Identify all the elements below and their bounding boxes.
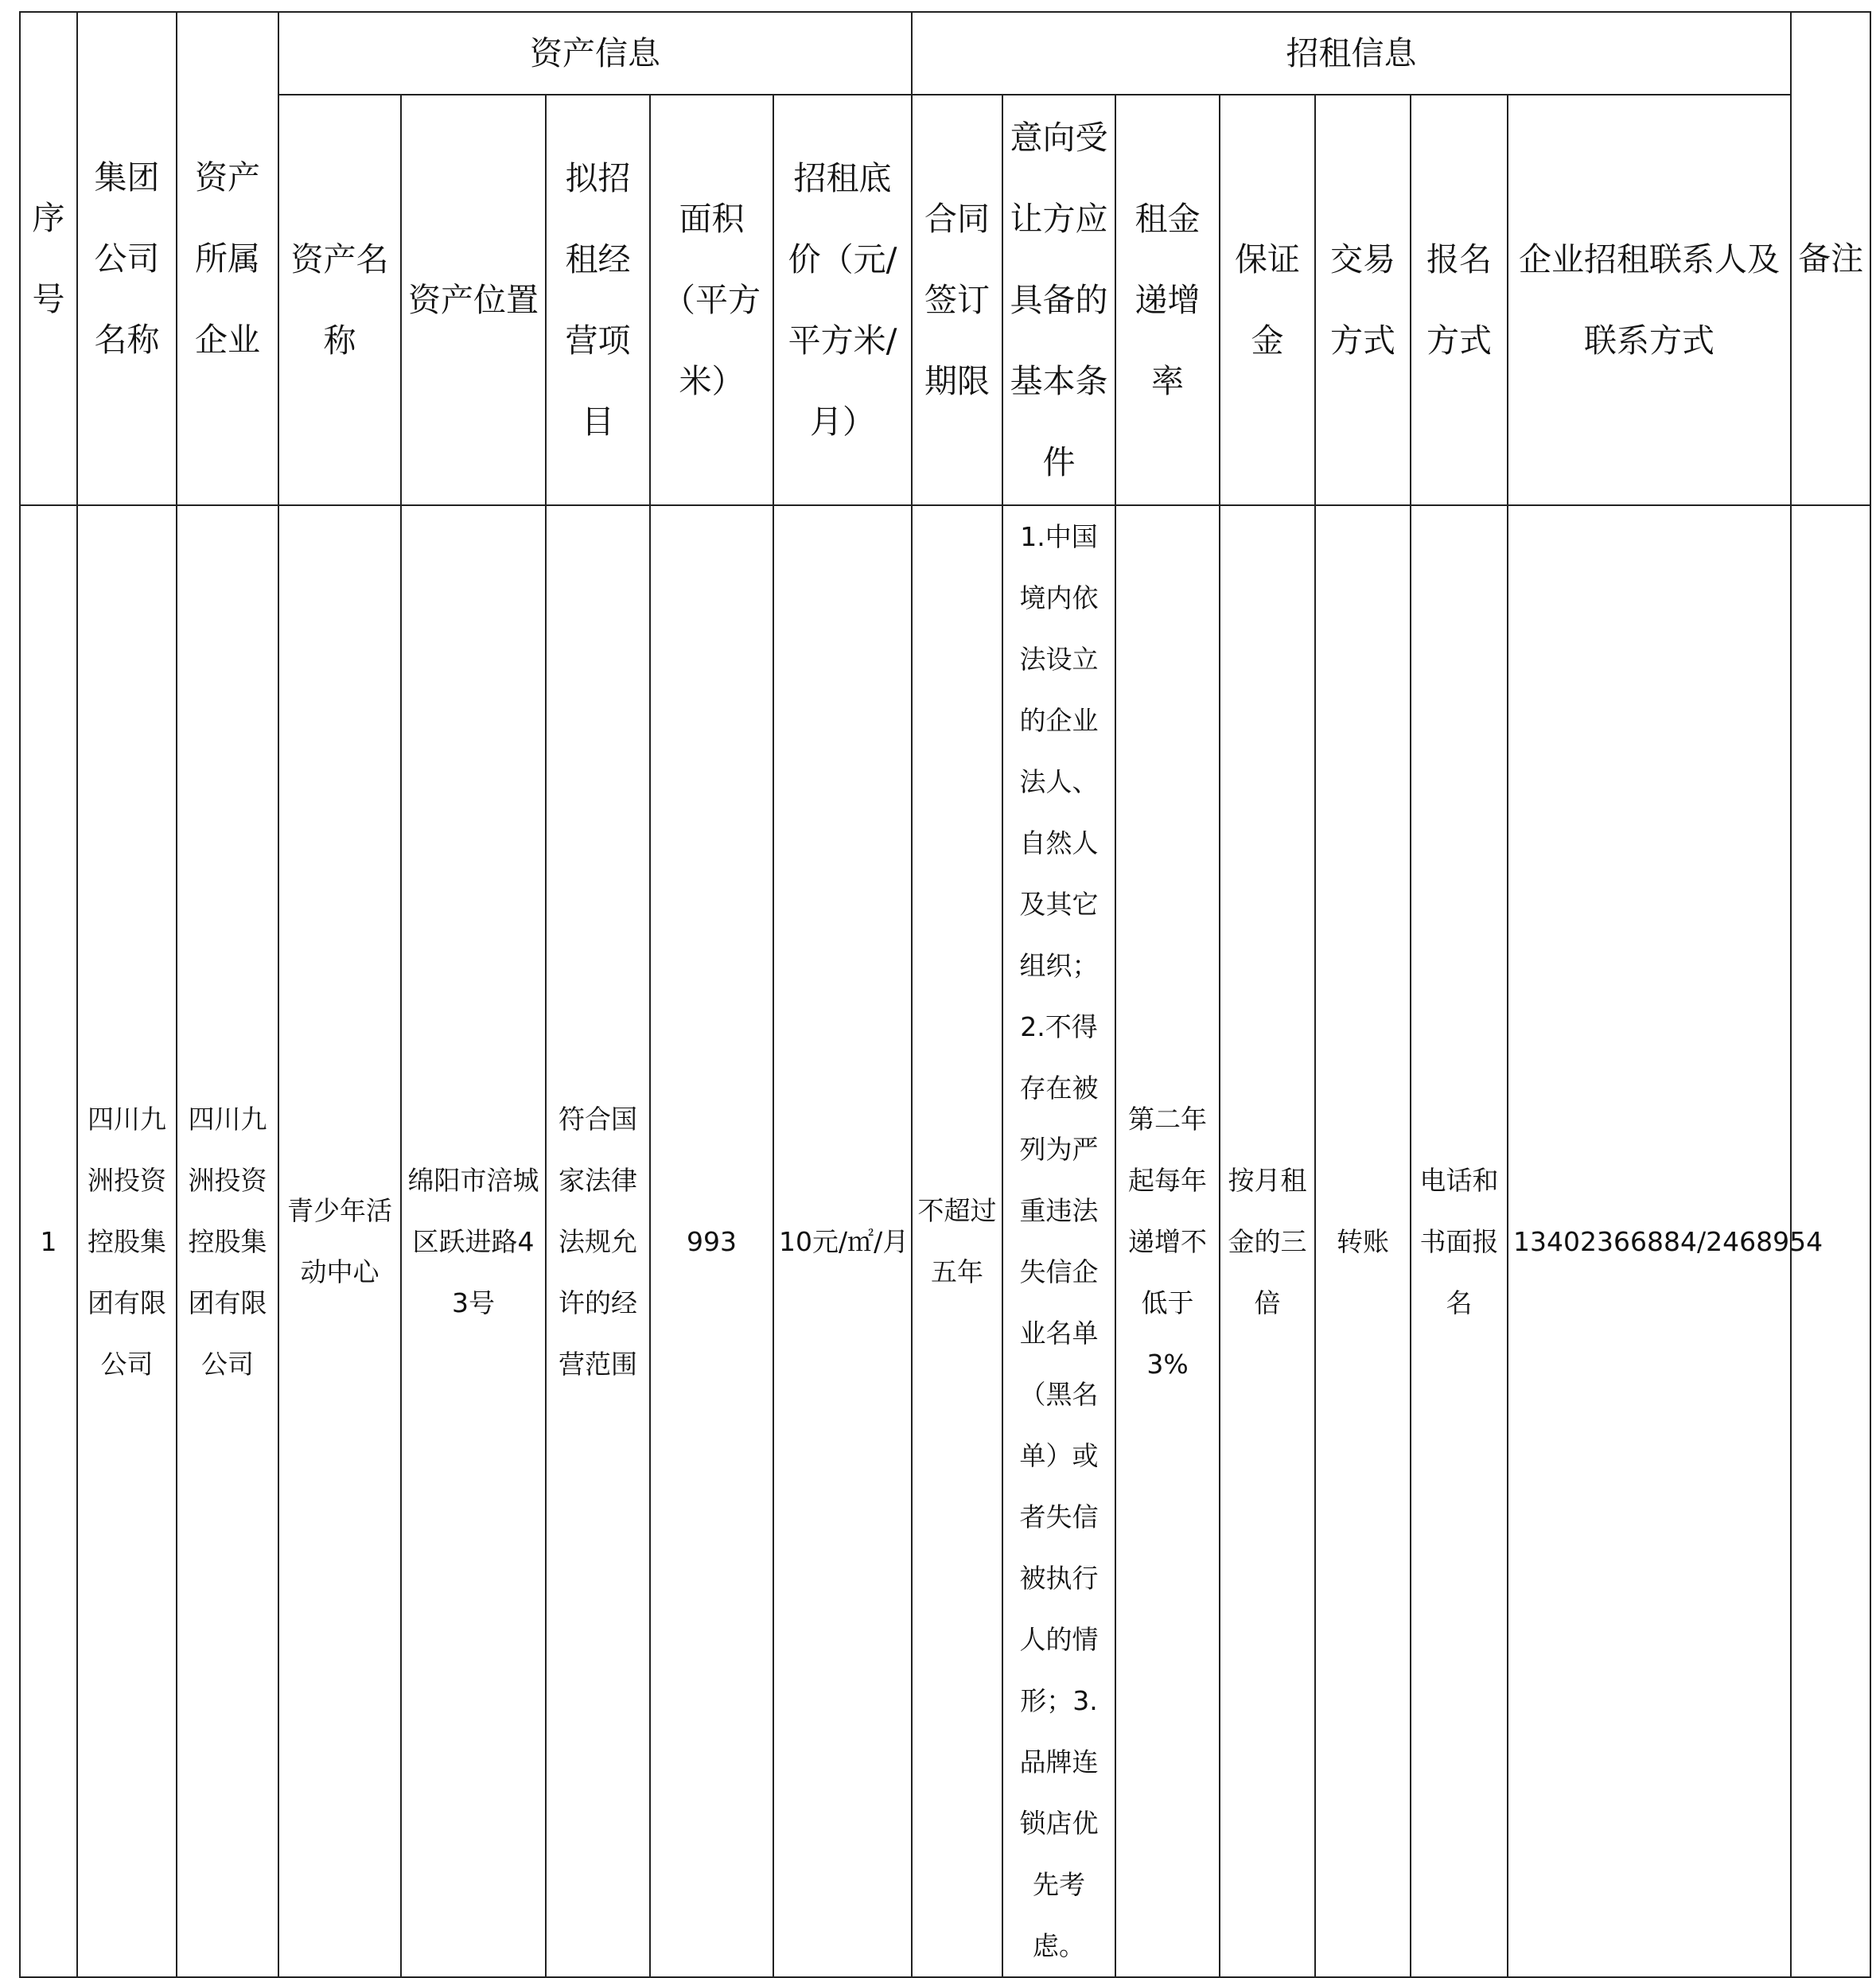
header-area: 面积（平方米） [650,95,773,505]
cell-base-price: 10元/㎡/月 [773,505,912,1977]
header-base-price: 招租底价（元/平方米/月） [773,95,912,505]
cell-requirements: 1.中国境内依法设立的企业法人、自然人及其它组织；2.不得存在被列为严重违法失信企业名单（黑名单）或者失信被执行人的情形；3.品牌连锁店优先考虑。 [1002,505,1115,1977]
column-header-row [20,95,1870,505]
header-deposit: 保证金 [1220,95,1315,505]
header-registration: 报名方式 [1411,95,1508,505]
header-contract-term: 合同签订期限 [912,95,1002,505]
header-asset-name: 资产名称 [278,95,401,505]
cell-registration: 电话和书面报名 [1411,505,1508,1977]
header-group-asset: 资产信息 [278,12,912,95]
header-business-scope: 拟招租经营项目 [546,95,650,505]
cell-transaction: 转账 [1315,505,1411,1977]
table-row [20,505,1870,1977]
cell-owner-company: 四川九洲投资控股集团有限公司 [177,505,278,1977]
cell-business-scope: 符合国家法律法规允许的经营范围 [546,505,650,1977]
cell-group-company: 四川九洲投资控股集团有限公司 [77,505,177,1977]
cell-asset-location: 绵阳市涪城区跃进路43号 [401,505,546,1977]
header-rent-increase: 租金递增率 [1115,95,1220,505]
group-header-row [20,12,1870,95]
header-group-lease: 招租信息 [912,12,1791,95]
cell-rent-increase: 第二年起每年递增不低于3% [1115,505,1220,1977]
cell-asset-name: 青少年活动中心 [278,505,401,1977]
cell-contact: 13402366884/2468954 [1508,505,1791,1977]
header-requirements: 意向受让方应具备的基本条件 [1002,95,1115,505]
cell-contract-term: 不超过五年 [912,505,1002,1977]
cell-deposit: 按月租金的三倍 [1220,505,1315,1977]
cell-area: 993 [650,505,773,1977]
header-remarks: 备注 [1791,12,1870,505]
header-transaction: 交易方式 [1315,95,1411,505]
header-contact: 企业招租联系人及联系方式 [1508,95,1791,505]
cell-seq: 1 [20,505,77,1977]
lease-table [19,11,1871,1978]
header-seq: 序号 [20,12,77,505]
header-group-company: 集团公司名称 [77,12,177,505]
header-owner-company: 资产所属企业 [177,12,278,505]
header-asset-location: 资产位置 [401,95,546,505]
